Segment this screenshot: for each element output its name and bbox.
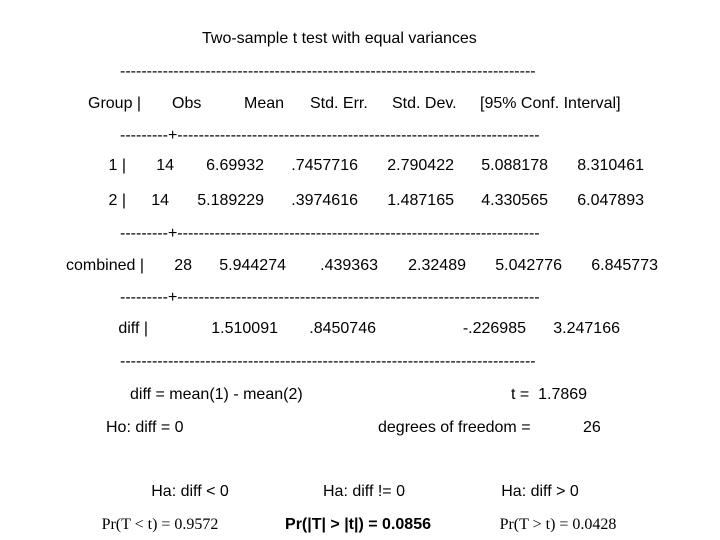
diff-group: diff | xyxy=(118,320,148,337)
p-value-greater: Pr(T > t) = 0.0428 xyxy=(499,516,617,533)
row-obs: 14 xyxy=(151,192,169,209)
row-mean: 5.189229 xyxy=(197,192,264,209)
degrees-of-freedom-label: degrees of freedom = xyxy=(378,419,531,436)
row-ci-high: 6.047893 xyxy=(577,192,644,209)
table-rule-split: ---------+-------------------------------------------------------------------- xyxy=(120,127,540,144)
p-value-less: Pr(T < t) = 0.9572 xyxy=(101,516,219,533)
header-mean: Mean xyxy=(244,95,285,112)
header-std-dev: Std. Dev. xyxy=(392,95,457,112)
null-hypothesis: Ho: diff = 0 xyxy=(106,419,184,436)
combined-ci-low: 5.042776 xyxy=(495,257,562,274)
combined-group: combined | xyxy=(66,257,144,274)
row-group: 2 | xyxy=(108,192,126,209)
row-ci-low: 4.330565 xyxy=(481,192,548,209)
t-statistic: t = 1.7869 xyxy=(511,386,588,403)
table-rule-split: ---------+-------------------------------------------------------------------- xyxy=(120,289,540,306)
p-value-two-sided: Pr(|T| > |t|) = 0.0856 xyxy=(285,516,431,533)
row-std-err: .7457716 xyxy=(291,157,358,174)
ha-less-label: Ha: diff < 0 xyxy=(151,483,229,500)
header-group: Group | xyxy=(88,95,142,112)
combined-ci-high: 6.845773 xyxy=(591,257,658,274)
ha-not-equal-label: Ha: diff != 0 xyxy=(323,483,405,500)
row-group: 1 | xyxy=(108,157,126,174)
row-mean: 6.69932 xyxy=(206,157,264,174)
diff-mean: 1.510091 xyxy=(211,320,278,337)
row-std-dev: 2.790422 xyxy=(387,157,454,174)
degrees-of-freedom-value: 26 xyxy=(583,419,601,436)
page-title: Two-sample t test with equal variances xyxy=(202,30,477,47)
combined-std-dev: 2.32489 xyxy=(408,257,466,274)
row-ci-low: 5.088178 xyxy=(481,157,548,174)
combined-obs: 28 xyxy=(174,257,192,274)
row-obs: 14 xyxy=(156,157,174,174)
row-std-dev: 1.487165 xyxy=(387,192,454,209)
row-std-err: .3974616 xyxy=(291,192,358,209)
row-ci-high: 8.310461 xyxy=(577,157,644,174)
combined-mean: 5.944274 xyxy=(219,257,286,274)
diff-ci-high: 3.247166 xyxy=(553,320,620,337)
diff-std-err: .8450746 xyxy=(309,320,376,337)
header-conf-interval: [95% Conf. Interval] xyxy=(480,95,621,112)
table-rule-bottom: ------------------------------------------------------------------------------ xyxy=(120,353,536,370)
header-obs: Obs xyxy=(172,95,202,112)
table-rule-top: ------------------------------------------------------------------------------ xyxy=(120,63,536,80)
diff-definition: diff = mean(1) - mean(2) xyxy=(130,386,303,403)
table-rule-split: ---------+-------------------------------------------------------------------- xyxy=(120,225,540,242)
ha-greater-label: Ha: diff > 0 xyxy=(501,483,579,500)
header-std-err: Std. Err. xyxy=(310,95,368,112)
combined-std-err: .439363 xyxy=(320,257,378,274)
diff-ci-low: -.226985 xyxy=(462,320,526,337)
